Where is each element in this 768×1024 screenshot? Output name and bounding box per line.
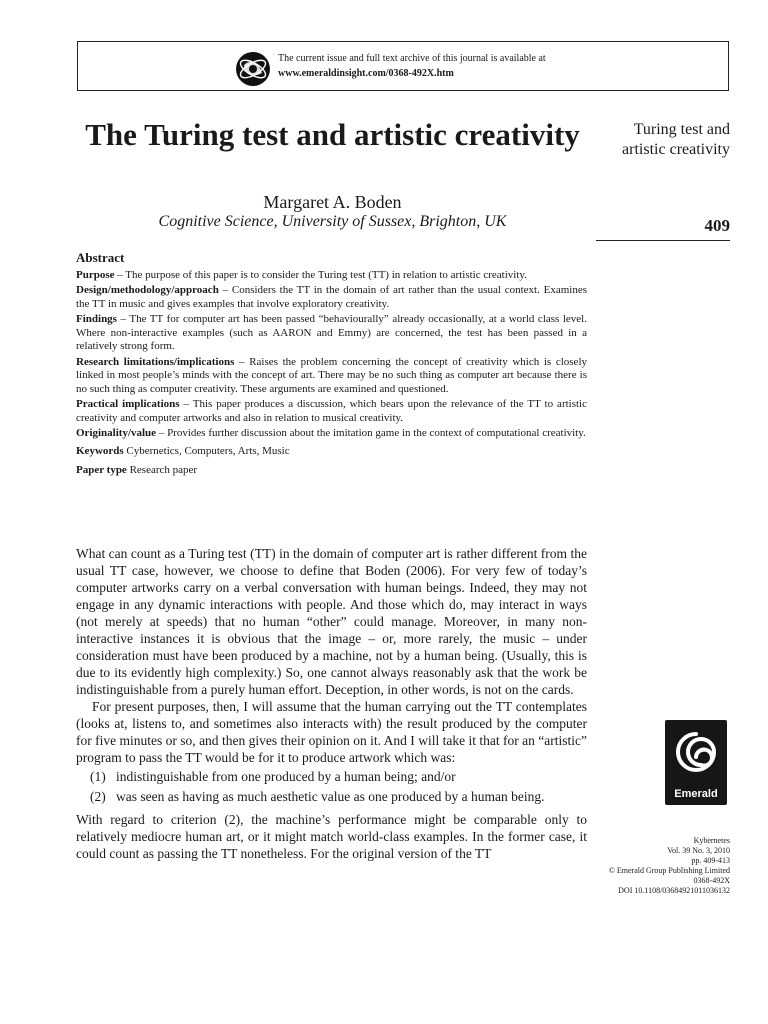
list-text: indistinguishable from one produced by a human being; and/or — [116, 769, 456, 784]
list-item — [76, 768, 587, 785]
abstract-text: – The purpose of this paper is to consider the Turing test (TT) in relation to artistic creativity. — [114, 268, 527, 281]
abstract-design — [76, 284, 587, 311]
keywords-label: Keywords — [76, 444, 124, 457]
emerald-logo — [665, 720, 727, 805]
abstract — [76, 251, 587, 480]
list-number: (2) — [90, 789, 106, 804]
paragraph: What can count as a Turing test (TT) in the domain of computer art is rather different from the usual TT case, however, we choose to define that Boden (2006). For very few of today’s computer artworks carry on a verbal conversation with human beings. Indeed, they may not engage in any dynamic interactions with people. And those which do, may interact in ways (not merely at speeds) that no human “other” could manage. Moreover, in many non-interactive instances it is obvious that the image – or, more rarely, the music – under consideration must have been produced by a machine, not by a human being. (Usually, this is due to its evidently high complexity.) So, one cannot always reasonably ask that the work be indistinguishable from a purely human effort. Deception, in other words, is not on the cards. — [76, 546, 587, 697]
journal-issn: 0368-492X — [693, 876, 730, 885]
article-title: The Turing test and artistic creativity — [85, 117, 580, 152]
abstract-text: – Provides further discussion about the imitation game in the context of computational creativity. — [156, 427, 586, 439]
abstract-label: Design/methodology/approach — [76, 284, 219, 296]
page-number: 409 — [704, 216, 730, 235]
author-name: Margaret A. Boden — [263, 192, 402, 212]
list-item — [76, 788, 587, 805]
paragraph: With regard to criterion (2), the machine’s performance might be comparable only to relatively mediocre human art, or it might match world-class examples. In the former case, it could count as passing the TT nonetheless. For the original version of the TT — [76, 812, 587, 861]
keywords — [76, 445, 587, 459]
journal-copyright: © Emerald Group Publishing Limited — [608, 866, 730, 875]
list-number: (1) — [90, 769, 106, 784]
abstract-text: – The TT for computer art has been passed “behaviourally” already occasionally, at a world class level. Where non-interactive examples (such as AARON and Emmy) are concerned, the test has been passed in a relatively strong form. — [76, 313, 587, 352]
abstract-text: – This paper produces a discussion, which bears upon the relevance of the TT to artistic creativity and computer artworks and also in relation to musical creativity. — [76, 398, 587, 424]
journal-pages: pp. 409-413 — [691, 856, 730, 865]
running-head: Turing test and artistic creativity — [622, 121, 730, 158]
journal-doi: DOI 10.1108/03684921011036132 — [618, 886, 730, 895]
journal-info — [590, 836, 730, 896]
emerald-swirl-icon — [673, 728, 719, 778]
author-affiliation: Cognitive Science, University of Sussex, Brighton, UK — [158, 213, 507, 230]
criteria-list — [76, 768, 587, 805]
paper-type-text: Research paper — [126, 464, 198, 476]
abstract-label: Originality/value — [76, 427, 157, 439]
banner-text — [278, 51, 546, 81]
abstract-label: Findings — [76, 313, 117, 325]
list-text: was seen as having as much aesthetic value as one produced by a human being. — [116, 789, 545, 804]
journal-banner — [77, 41, 729, 91]
abstract-limitations — [76, 356, 587, 397]
paragraph: For present purposes, then, I will assume that the human carrying out the TT contemplates (looks at, listens to, and sometimes also interacts with) the result produced by the computer for five minutes or so, and then gives their opinion on it. And I will take it that for an “artistic” program to pass the TT would be for it to produce artwork which was: — [76, 699, 587, 765]
emerald-logo-word: Emerald — [674, 788, 718, 800]
journal-name: Kybernetes — [693, 836, 730, 845]
paper-type — [76, 464, 587, 478]
globe-icon — [235, 51, 271, 87]
body-text — [76, 545, 587, 862]
abstract-label: Practical implications — [76, 398, 180, 410]
abstract-label: Research limitations/implications — [76, 355, 235, 368]
abstract-originality — [76, 427, 587, 441]
abstract-heading: Abstract — [76, 250, 125, 265]
journal-volume: Vol. 39 No. 3, 2010 — [667, 846, 730, 855]
abstract-practical — [76, 398, 587, 425]
divider — [596, 240, 730, 241]
abstract-text: – Raises the problem concerning the concept of creativity which is closely linked in most people’s minds with the concept of art. There may be no such thing as computer art because there is no such thing as computer creativity. These arguments are examined and questioned. — [76, 355, 587, 395]
abstract-text: – Considers the TT in the domain of art rather than the usual context. Examines the TT in music and gives examples that involve exploratory creativity. — [76, 284, 587, 310]
paper-type-label: Paper type — [76, 464, 127, 476]
abstract-findings — [76, 313, 587, 354]
journal-url-link[interactable]: www.emeraldinsight.com/0368-492X.htm — [278, 68, 454, 79]
banner-line: The current issue and full text archive of this journal is available at — [278, 53, 546, 64]
abstract-label: Purpose — [76, 268, 115, 281]
keywords-text: Cybernetics, Computers, Arts, Music — [123, 444, 290, 457]
abstract-purpose — [76, 269, 587, 283]
